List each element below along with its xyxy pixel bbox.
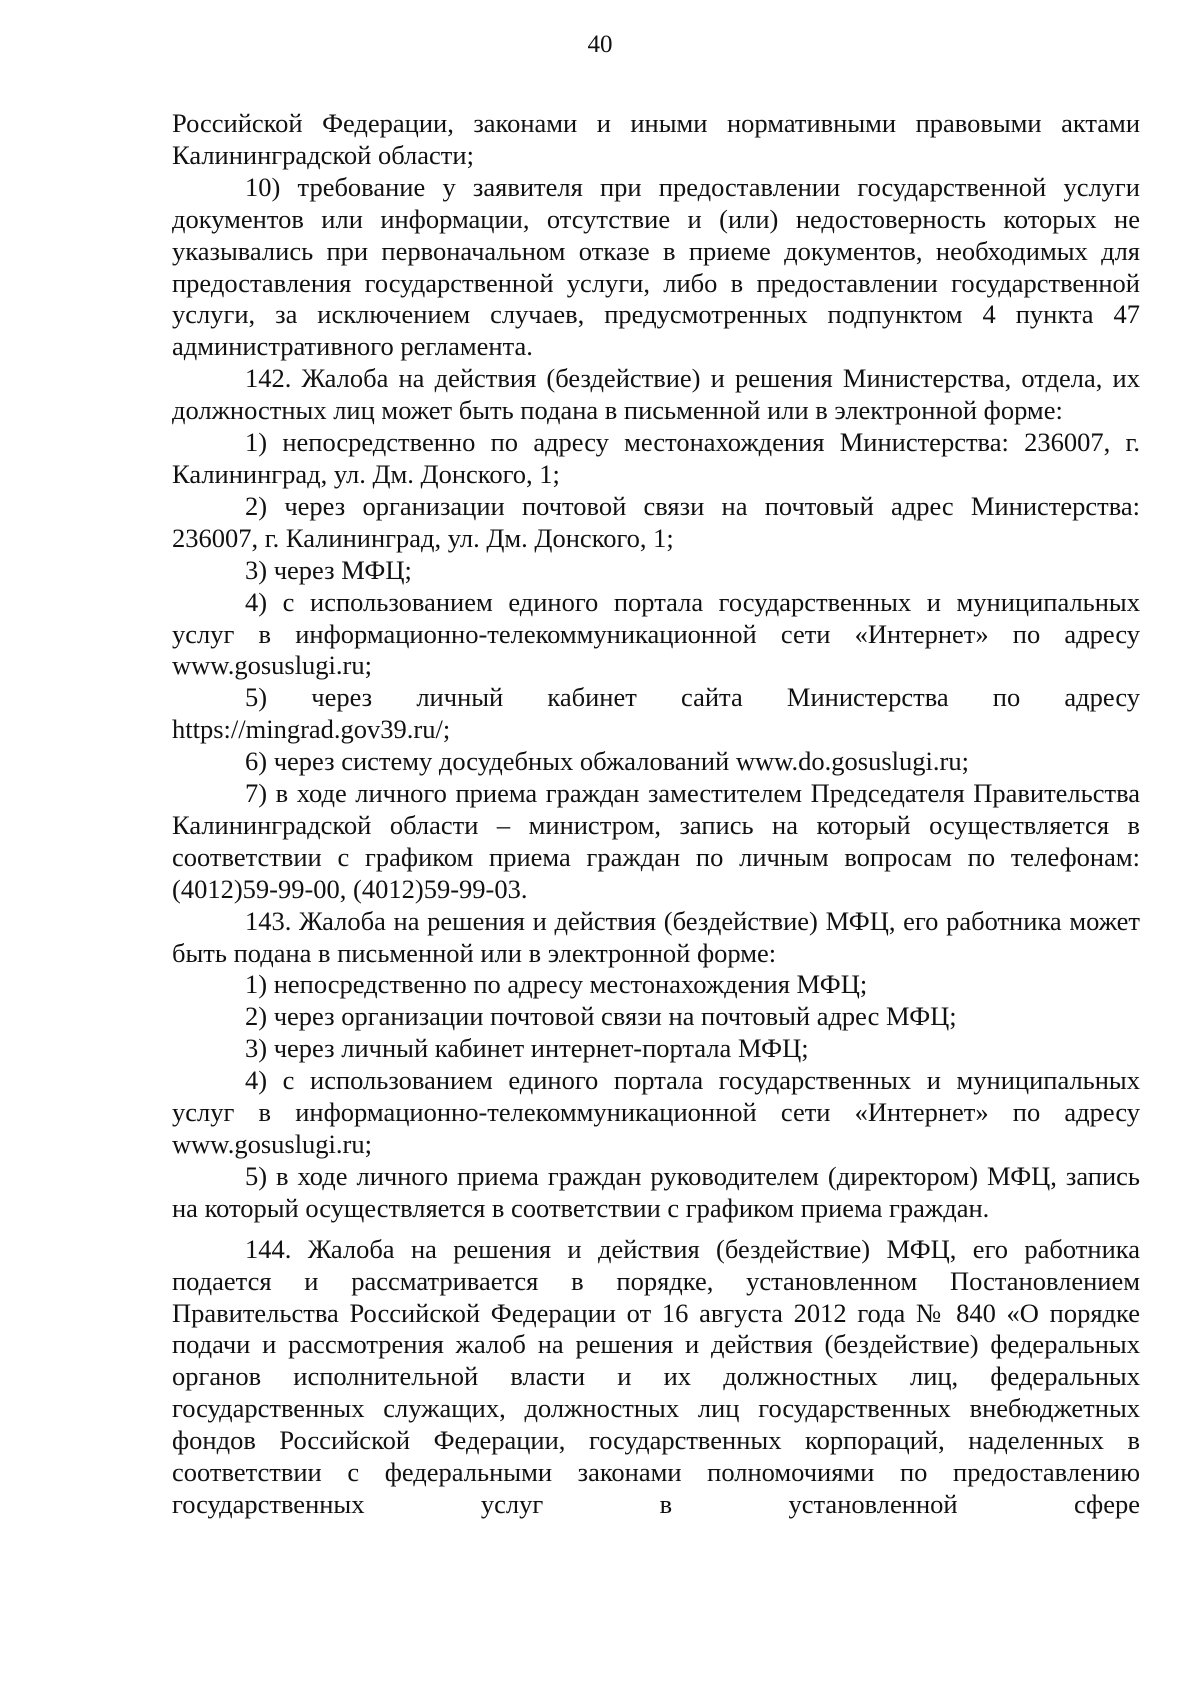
paragraph-142-item-1: 1) непосредственно по адресу местонахождения Министерства: 236007, г. Калининград, ул. Дм. Донского, 1; bbox=[172, 427, 1140, 489]
paragraph-143-item-2: 2) через организации почтовой связи на почтовый адрес МФЦ; bbox=[245, 1001, 957, 1032]
paragraph-clause-142: 142. Жалоба на действия (бездействие) и решения Министерства, отдела, их должностных лиц может быть подана в письменной или в электронной форме: bbox=[172, 363, 1140, 426]
paragraph-142-item-6: 6) через систему досудебных обжалований www.do.gosuslugi.ru; bbox=[245, 746, 969, 777]
paragraph-continuation: Российской Федерации, законами и иными нормативными правовыми актами Калининградской области; bbox=[172, 108, 1140, 170]
document-body bbox=[172, 108, 1140, 1521]
paragraph-item-10: 10) требование у заявителя при предоставлении государственной услуги документов или информации, отсутствие и (или) недостоверность которых не указывались при первоначальном отказе в приеме документов, необходимых для предоставления государственной услуги, либо в предоставлении государственной услуги, за исключением случаев, предусмотренных подпунктом 4 пункта 47 административного регламента. bbox=[172, 171, 1140, 362]
paragraph-142-item-2: 2) через организации почтовой связи на почтовый адрес Министерства: 236007, г. Калининград, ул. Дм. Донского, 1; bbox=[172, 490, 1140, 553]
paragraph-142-item-7: 7) в ходе личного приема граждан заместителем Председателя Правительства Калининградской области – министром, запись на который осуществляется в соответствии с графиком приема граждан по личным вопросам по телефонам: (4012)59-99-00, (4012)59-99-03. bbox=[172, 778, 1140, 904]
paragraph-142-item-5-url: https://mingrad.gov39.ru/; bbox=[172, 714, 451, 745]
paragraph-143-item-1: 1) непосредственно по адресу местонахождения МФЦ; bbox=[245, 969, 868, 1000]
page-number: 40 bbox=[587, 31, 613, 58]
paragraph-clause-144: 144. Жалоба на решения и действия (бездействие) МФЦ, его работника подается и рассматривается в порядке, установленном Постановлением Правительства Российской Федерации от 16 августа 2012 года № 840 «О порядке подачи и рассмотрения жалоб на решения и действия (бездействие) федеральных органов исполнительной власти и их должностных лиц, федеральных государственных служащих, должностных лиц государственных внебюджетных фондов Российской Федерации, государственных корпораций, наделенных в соответствии с федеральными законами полномочиями по предоставлению государственных услуг в установленной сфере bbox=[172, 1233, 1140, 1519]
paragraph-142-item-5: 5) через личный кабинет сайта Министерства по адресу bbox=[245, 682, 1140, 713]
paragraph-clause-143: 143. Жалоба на решения и действия (бездействие) МФЦ, его работника может быть подана в письменной или в электронной форме: bbox=[172, 905, 1140, 968]
paragraph-143-item-4: 4) с использованием единого портала государственных и муниципальных услуг в информационно-телекоммуникационной сети «Интернет» по адресу www.gosuslugi.ru; bbox=[172, 1065, 1140, 1159]
paragraph-142-item-4: 4) с использованием единого портала государственных и муниципальных услуг в информационно-телекоммуникационной сети «Интернет» по адресу www.gosuslugi.ru; bbox=[172, 586, 1140, 681]
paragraph-142-item-3: 3) через МФЦ; bbox=[245, 554, 412, 585]
paragraph-143-item-5: 5) в ходе личного приема граждан руководителем (директором) МФЦ, запись на который осуществляется в соответствии с графиком приема граждан. bbox=[172, 1160, 1140, 1223]
paragraph-143-item-3: 3) через личный кабинет интернет-портала МФЦ; bbox=[245, 1033, 809, 1064]
